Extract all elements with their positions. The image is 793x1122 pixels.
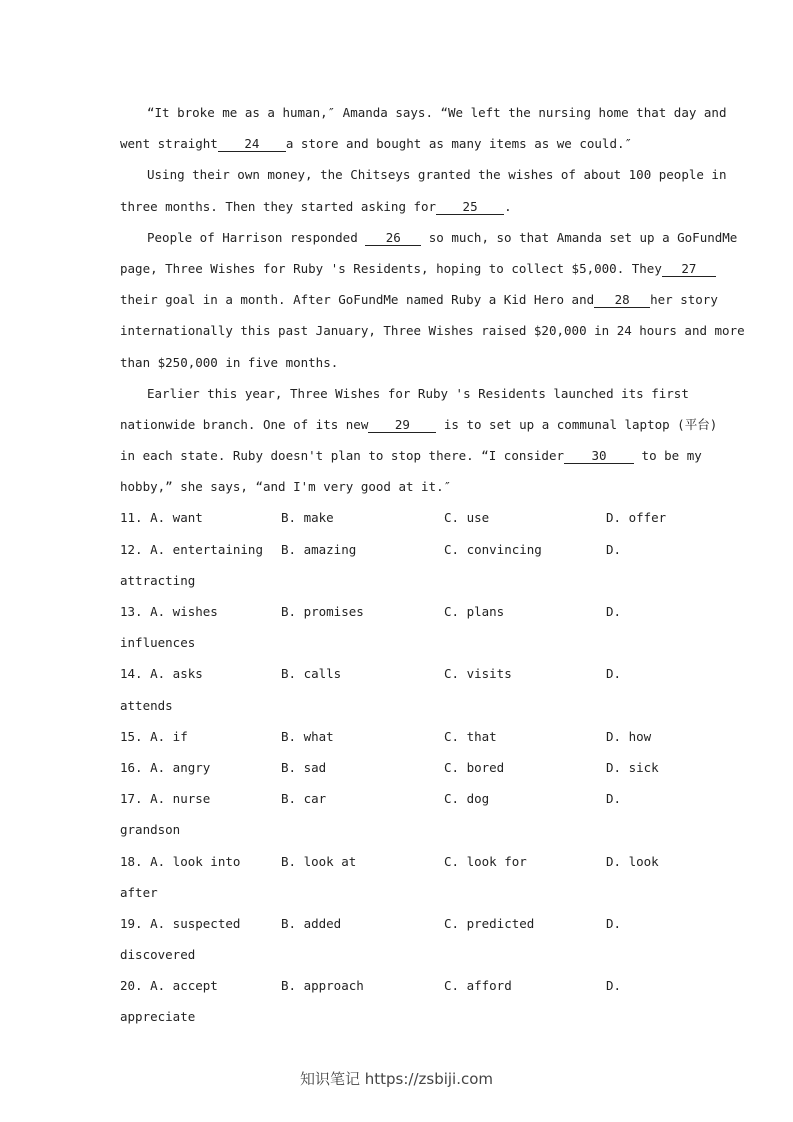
passage-line: went straight 24 a store and bought as many items as we could.″ bbox=[120, 136, 633, 152]
blank-30: 30 bbox=[564, 449, 634, 464]
question-list bbox=[120, 502, 675, 1032]
option-wrap: attracting bbox=[120, 572, 196, 588]
passage-line: three months. Then they started asking for 25 . bbox=[120, 198, 512, 214]
blank-29: 29 bbox=[368, 418, 436, 433]
question-row: 14. A. asks B. calls C. visits D. bbox=[120, 666, 622, 682]
passage-line: Using their own money, the Chitseys granted the wishes of about 100 people in bbox=[147, 167, 727, 183]
question-row: 16. A. angry B. sad C. bored D. sick bbox=[120, 759, 659, 775]
passage-line: Earlier this year, Three Wishes for Ruby 's Residents launched its first bbox=[147, 385, 689, 401]
passage-line: nationwide branch. One of its new 29 is to set up a communal laptop (平台) bbox=[120, 416, 718, 432]
blank-26: 26 bbox=[365, 231, 421, 246]
passage-line: their goal in a month. After GoFundMe named Ruby a Kid Hero and 28 her story bbox=[120, 292, 718, 308]
passage bbox=[120, 97, 745, 502]
passage-line: internationally this past January, Three Wishes raised $20,000 in 24 hours and more bbox=[120, 323, 745, 339]
option-wrap: attends bbox=[120, 697, 173, 713]
option-wrap: appreciate bbox=[120, 1009, 196, 1025]
document-body bbox=[120, 97, 745, 1033]
passage-line: than $250,000 in five months. bbox=[120, 354, 339, 370]
passage-line: “It broke me as a human,″ Amanda says. “We left the nursing home that day and bbox=[147, 105, 727, 120]
question-row: 20. A. accept B. approach C. afford D. bbox=[120, 978, 622, 994]
blank-24: 24 bbox=[218, 137, 286, 152]
question-row: 18. A. look into B. look at C. look for D. look bbox=[120, 853, 659, 869]
question-row: 13. A. wishes B. promises C. plans D. bbox=[120, 604, 622, 619]
passage-line: People of Harrison responded 26 so much, so that Amanda set up a GoFundMe bbox=[147, 229, 738, 245]
footer-watermark: 知识笔记 https://zsbiji.com bbox=[299, 1070, 494, 1088]
question-row: 19. A. suspected B. added C. predicted D. bbox=[120, 915, 622, 931]
question-row: 11. A. want B. make C. use D. offer bbox=[120, 510, 667, 526]
question-row: 17. A. nurse B. car C. dog D. bbox=[120, 791, 622, 807]
question-row: 12. A. entertaining B. amazing C. convincing D. bbox=[120, 541, 622, 557]
option-wrap: after bbox=[120, 884, 158, 900]
blank-28: 28 bbox=[594, 293, 650, 308]
passage-line: in each state. Ruby doesn't plan to stop there. “I consider 30 to be my bbox=[120, 448, 702, 464]
blank-27: 27 bbox=[662, 262, 716, 277]
option-wrap: discovered bbox=[120, 947, 196, 963]
blank-25: 25 bbox=[436, 200, 504, 215]
passage-line: hobby,” she says, “and I'm very good at it.″ bbox=[120, 479, 452, 495]
option-wrap: grandson bbox=[120, 822, 181, 838]
passage-line: page, Three Wishes for Ruby 's Residents, hoping to collect $5,000. They 27 bbox=[120, 253, 675, 284]
question-row: 15. A. if B. what C. that D. how bbox=[120, 728, 652, 744]
option-wrap: influences bbox=[120, 635, 196, 651]
